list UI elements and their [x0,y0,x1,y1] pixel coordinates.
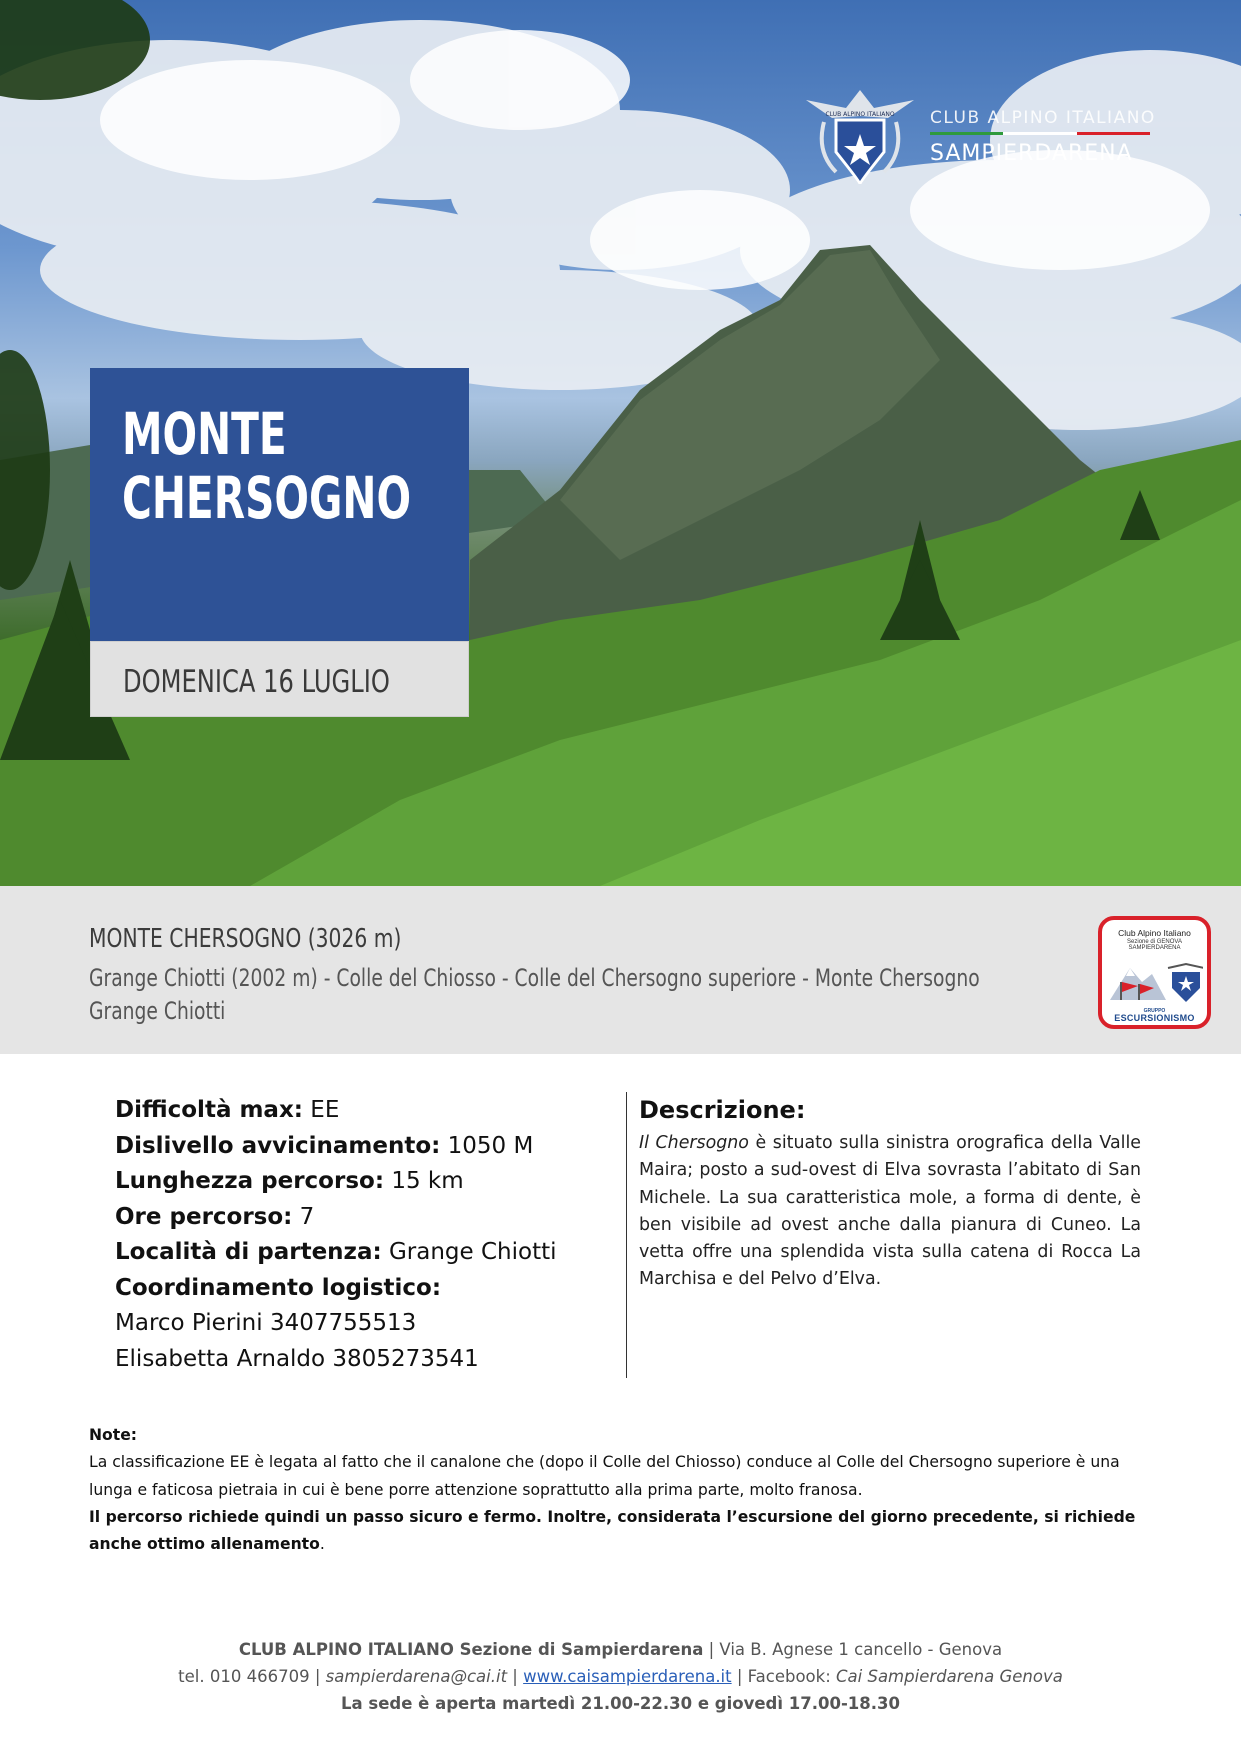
badge-line4: GRUPPO [1143,1008,1166,1014]
footer-org-line [0,1636,1241,1663]
coord-label: Coordinamento logistico: [115,1274,442,1301]
event-date: DOMENICA 16 LUGLIO [123,664,390,700]
length-row: Lunghezza percorso: 15 km [115,1168,464,1194]
footer-email[interactable]: sampierdarena@cai.it [325,1667,508,1686]
badge-line3: SAMPIERDARENA [1128,945,1181,951]
badge-line1: Club Alpino Italiano [1118,928,1191,938]
cai-eagle-emblem-icon [796,72,924,190]
route-band [0,886,1241,1054]
description-text: è situato sulla sinistra orografica della Valle Maira; posto a sud-ovest di Elva sovrasta l’abitato di San Michele. La sua caratteristica mole, a forma di dente, è ben visibile ad ovest anche dalla pianura di Cuneo. La vetta offre una splendida vista sulla catena di Rocca La Marchisa e del Pelvo d’Elva. [639,1133,1141,1290]
description [639,1096,1141,1294]
elevation-row: Dislivello avvicinamento: 1050 M [115,1132,534,1159]
route-path [89,962,980,1028]
notes-emphasis: Il percorso richiede quindi un passo sicuro e fermo. Inoltre, considerata l’escursione del giorno precedente, si richiede anche ottimo allenamento. [89,1507,1136,1554]
logo-line1: CLUB ALPINO ITALIANO [930,108,1156,128]
difficulty-row: Difficoltà max: EE [115,1097,340,1123]
badge-line2: Sezione di GENOVA [1127,939,1182,945]
description-heading: Descrizione: [639,1096,806,1124]
event-title-box [90,368,469,641]
contact-2: Elisabetta Arnaldo 3805273541 [115,1345,479,1372]
footer [0,1636,1241,1717]
description-italic-lead: Il Chersogno [639,1133,749,1153]
event-date-box [90,641,469,717]
event-title-line2: CHERSOGNO [122,464,412,532]
hours-row: Ore percorso: 7 [115,1203,315,1230]
footer-contact-line: tel. 010 466709 | sampierdarena@cai.it | www.caisampierdarena.it | Facebook: Cai Sampierdarena Genova [178,1667,1063,1686]
event-title-line1: MONTE [122,400,287,468]
footer-hours: La sede è aperta martedì 21.00-22.30 e giovedì 17.00-18.30 [341,1694,900,1713]
footer-org: CLUB ALPINO ITALIANO Sezione di Sampierdarena [238,1640,704,1659]
escursionismo-badge [1098,916,1211,1029]
route-path-line1: Grange Chiotti (2002 m) - Colle del Chiosso - Colle del Chersogno superiore - Monte Chersogno [89,964,980,992]
footer-facebook[interactable]: Cai Sampierdarena Genova [836,1667,1063,1686]
event-title [122,400,412,532]
route-title: MONTE CHERSOGNO (3026 m) [89,924,402,954]
footer-website-link[interactable]: www.caisampierdarena.it [523,1667,732,1686]
contact-1: Marco Pierini 3407755513 [115,1310,417,1336]
logo-tricolor-bar [930,132,1150,135]
trip-details [115,1093,615,1377]
cai-sampierdarena-logo [796,72,1156,190]
notes-text: La classificazione EE è legata al fatto che il canalone che (dopo il Colle del Chiosso) conduce al Colle del Chersogno superiore è una lunga e faticosa pietraia in cui è bene porre attenzione soprattutto alla prima parte, molto franosa. [89,1453,1120,1499]
notes [89,1422,1149,1558]
footer-address: | Via B. Agnese 1 cancello - Genova [703,1640,1003,1659]
badge-mountain-flags-icon [1108,954,1203,1006]
logo-line2: SAMPIERDARENA [930,141,1133,166]
notes-label: Note: [89,1426,138,1444]
description-body [639,1130,1141,1294]
route-path-line2: Grange Chiotti [89,997,226,1025]
start-row: Località di partenza: Grange Chiotti [115,1239,557,1265]
svg-text:CLUB ALPINO ITALIANO: CLUB ALPINO ITALIANO [825,111,895,118]
column-divider [626,1092,627,1378]
badge-line5: ESCURSIONISMO [1114,1013,1195,1023]
